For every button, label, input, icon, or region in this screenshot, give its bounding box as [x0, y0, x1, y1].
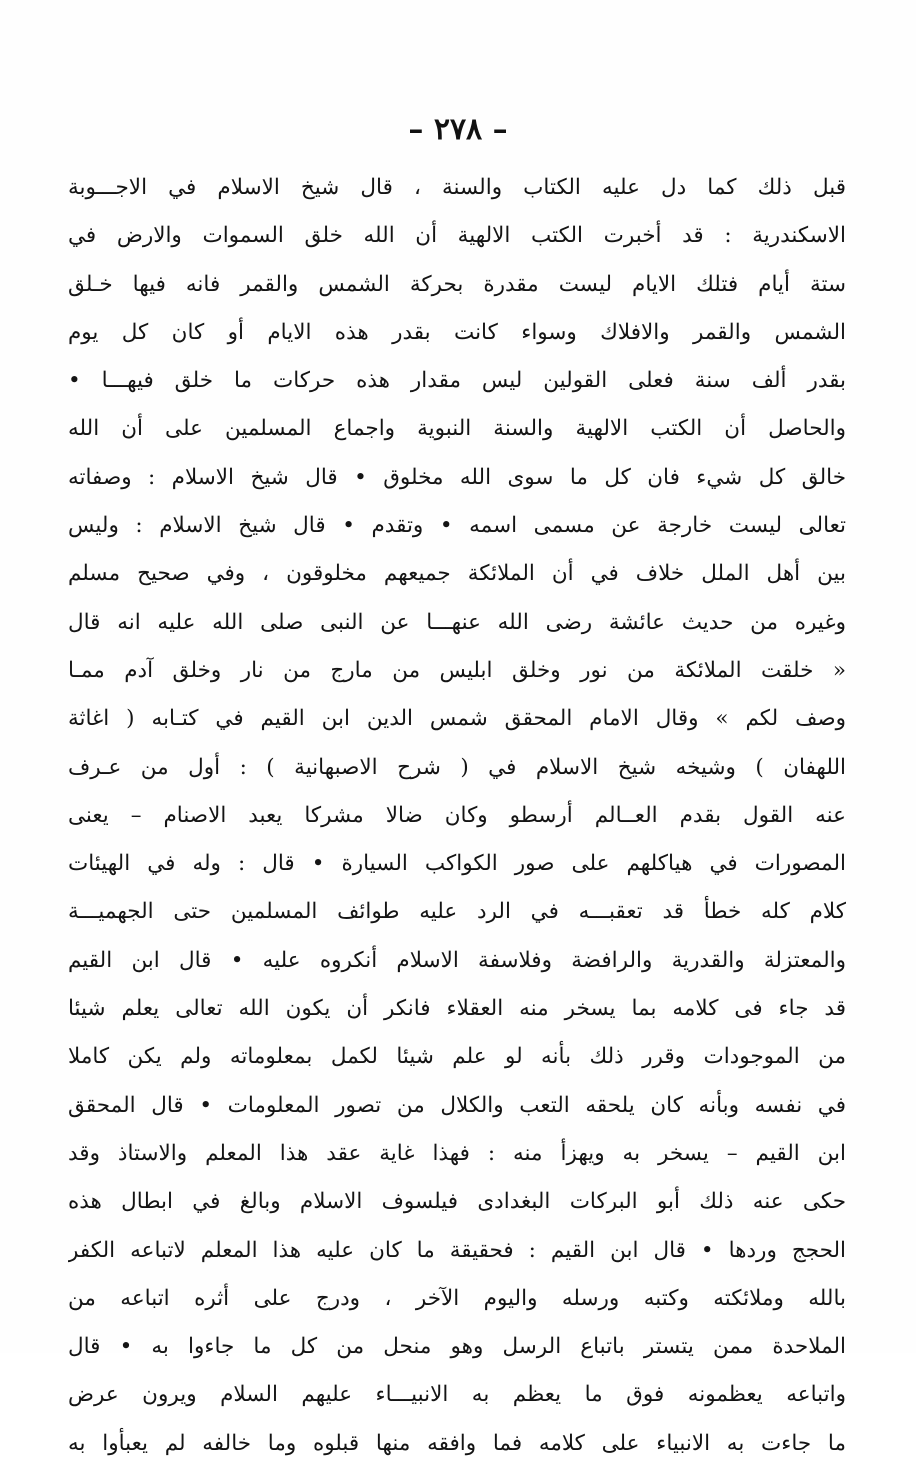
text-line: بالله وملائكته وكتبه ورسله واليوم الآخر ، ودرج على أثره اتباعه من: [68, 1285, 846, 1311]
text-line: ابن القيم – يسخر به ويهزأ منه : فهذا غاية عقد هذا المعلم والاستاذ وقد: [68, 1140, 846, 1166]
text-line: في نفسه وبأنه كان يلحقه التعب والكلال من تصور المعلومات • قال المحقق: [68, 1092, 846, 1118]
text-line: قبل ذلك كما دل عليه الكتاب والسنة ، قال شيخ الاسلام في الاجـــوبة: [68, 175, 846, 200]
text-line: الاسكندرية : قد أخبرت الكتب الالهية أن الله خلق السموات والارض في: [68, 223, 846, 249]
text-line: عنه القول بقدم العــالم أرسطو وكان ضالا مشركا يعبد الاصنام – يعنى: [68, 802, 846, 828]
text-line: « خلقت الملائكة من نور وخلق ابليس من مارج من نار وخلق آدم ممـا: [68, 657, 846, 683]
text-line: المصورات في هياكلهم على صور الكواكب السيارة • قال : وله في الهيئات: [68, 851, 846, 877]
text-line: من الموجودات وقرر ذلك بأنه لو علم شيئا لكمل بمعلوماته ولم يكن كاملا: [68, 1044, 846, 1070]
text-line: والمعتزلة والقدرية والرافضة وفلاسفة الاسلام أنكروه عليه • قال ابن القيم: [68, 947, 846, 973]
text-line: خالق كل شيء فان كل ما سوى الله مخلوق • قال شيخ الاسلام : وصفاته: [68, 464, 846, 490]
text-line: الشمس والقمر والافلاك وسواء كانت بقدر هذه الايام أو كان كل يوم: [68, 319, 846, 345]
text-line: الملاحدة ممن يتستر باتباع الرسل وهو منحل من كل ما جاءوا به • قال: [68, 1334, 846, 1360]
text-line: اللهفان ) وشيخه شيخ الاسلام في ( شرح الاصبهانية ) : أول من عـرف: [68, 754, 846, 780]
text-line: والحاصل أن الكتب الالهية والسنة النبوية واجماع المسلمين على أن الله: [68, 416, 846, 442]
text-line: قد جاء فى كلامه بما يسخر منه العقلاء فانكر أن يكون الله تعالى يعلم شيئا: [68, 996, 846, 1022]
text-line: حكى عنه ذلك أبو البركات البغدادى فيلسوف الاسلام وبالغ في ابطال هذه: [68, 1189, 846, 1215]
text-line: واتباعه يعظمونه فوق ما يعظم به الانبيـــاء عليهم السلام ويرون عرض: [68, 1382, 846, 1408]
text-line: ستة أيام فتلك الايام ليست مقدرة بحركة الشمس والقمر فانه فيها خـلق: [68, 271, 846, 297]
text-line: ما جاءت به الانبياء على كلامه فما وافقه منها قبلوه وما خالفه لم يعبأوا به: [68, 1430, 846, 1456]
text-line: كلام كله خطأ قد تعقبـــه في الرد عليه طوائف المسلمين حتى الجهميـــة: [68, 899, 846, 925]
text-line: بقدر ألف سنة فعلى القولين ليس مقدار هذه حركات ما خلق فيهـــا •: [68, 368, 846, 394]
text-line: وغيره من حديث عائشة رضى الله عنهـــا عن النبى صلى الله عليه انه قال: [68, 609, 846, 635]
body-text: [68, 164, 846, 1468]
text-line: بين أهل الملل خلاف في أن الملائكة جميعهم مخلوقون ، وفي صحيح مسلم: [68, 561, 846, 587]
text-line: وصف لكم » وقال الامام المحقق شمس الدين ابن القيم في كتـابه ( اغاثة: [68, 706, 846, 732]
text-line: الحجج وردها • قال ابن القيم : فحقيقة ما كان عليه هذا المعلم لاتباعه الكفر: [68, 1237, 846, 1263]
page-number: – ٢٧٨ –: [408, 112, 508, 147]
text-line: تعالى ليست خارجة عن مسمى اسمه • وتقدم • قال شيخ الاسلام : وليس: [68, 513, 846, 539]
